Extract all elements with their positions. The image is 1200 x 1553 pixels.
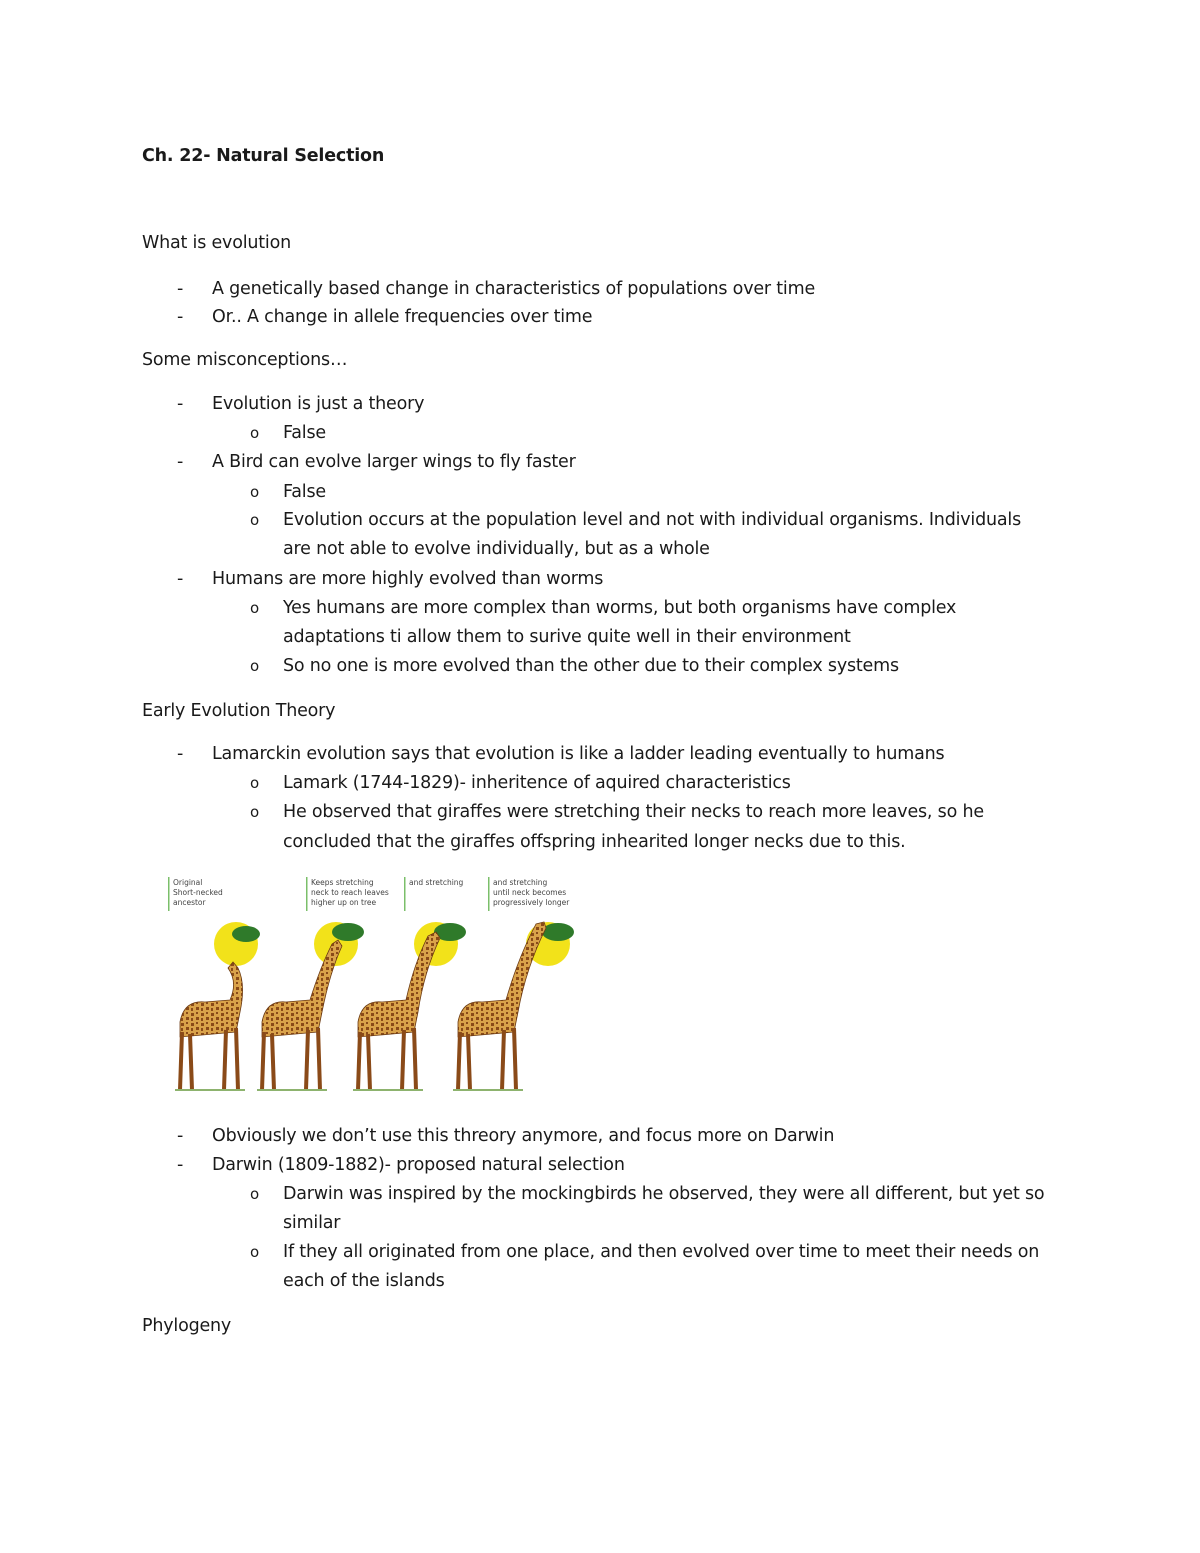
bullet-o: o: [250, 511, 260, 529]
list-item: Or.. A change in allele frequencies over time: [212, 307, 593, 327]
sub-list-item-continuation: each of the islands: [283, 1271, 445, 1291]
bullet-o: o: [250, 1185, 260, 1203]
sub-list-item-continuation: similar: [283, 1213, 341, 1233]
list-item: Evolution is just a theory: [212, 394, 425, 414]
svg-text:ancestor: ancestor: [173, 898, 206, 907]
sub-list-item-continuation: adaptations ti allow them to surive quite well in their environment: [283, 627, 851, 647]
giraffe-stretching-2: [353, 922, 466, 1090]
section-heading-misconceptions: Some misconceptions…: [142, 350, 348, 370]
bullet-dash: -: [177, 569, 184, 589]
svg-text:higher up on tree: higher up on tree: [311, 898, 377, 907]
sub-list-item: False: [283, 482, 326, 502]
list-item: Darwin (1809-1882)- proposed natural selection: [212, 1155, 625, 1175]
figure-caption-1: [168, 877, 223, 911]
svg-text:and stretching: and stretching: [409, 878, 464, 887]
svg-text:Keeps stretching: Keeps stretching: [311, 878, 374, 887]
bullet-o: o: [250, 803, 260, 821]
bullet-o: o: [250, 657, 260, 675]
svg-text:and stretching: and stretching: [493, 878, 548, 887]
bullet-o: o: [250, 774, 260, 792]
bullet-dash: -: [177, 279, 184, 299]
bullet-dash: -: [177, 1126, 184, 1146]
bullet-dash: -: [177, 452, 184, 472]
sub-list-item: Darwin was inspired by the mockingbirds he observed, they were all different, but yet so: [283, 1184, 1045, 1204]
figure-caption-3: [404, 877, 464, 911]
sub-list-item-continuation: concluded that the giraffes offspring inhearited longer necks due to this.: [283, 832, 906, 852]
bullet-dash: -: [177, 1155, 184, 1175]
bullet-o: o: [250, 424, 260, 442]
svg-text:until neck becomes: until neck becomes: [493, 888, 567, 897]
svg-text:Short-necked: Short-necked: [173, 888, 223, 897]
figure-caption-2: [306, 877, 389, 911]
bullet-dash: -: [177, 394, 184, 414]
bullet-dash: -: [177, 744, 184, 764]
list-item: A genetically based change in characteristics of populations over time: [212, 279, 816, 299]
sub-list-item: He observed that giraffes were stretching their necks to reach more leaves, so he: [283, 802, 984, 822]
bullet-dash: -: [177, 307, 184, 327]
section-heading-early-evolution: Early Evolution Theory: [142, 701, 336, 721]
lamarck-giraffe-figure: [160, 872, 580, 1097]
section-heading-phylogeny: Phylogeny: [142, 1316, 232, 1336]
svg-text:progressively longer: progressively longer: [493, 898, 570, 907]
sub-list-item: Evolution occurs at the population level and not with individual organisms. Individuals: [283, 510, 1021, 530]
sub-list-item-continuation: are not able to evolve individually, but as a whole: [283, 539, 710, 559]
list-item: Obviously we don’t use this threory anymore, and focus more on Darwin: [212, 1126, 835, 1146]
giraffe-stretching-1: [257, 922, 364, 1090]
svg-text:neck to reach leaves: neck to reach leaves: [311, 888, 389, 897]
giraffe-long-neck: [453, 922, 574, 1090]
bullet-o: o: [250, 1243, 260, 1261]
sub-list-item: So no one is more evolved than the other due to their complex systems: [283, 656, 899, 676]
sub-list-item: Lamark (1744-1829)- inheritence of aquired characteristics: [283, 773, 791, 793]
list-item: A Bird can evolve larger wings to fly faster: [212, 452, 576, 472]
list-item: Lamarckin evolution says that evolution is like a ladder leading eventually to humans: [212, 744, 945, 764]
document-title: Ch. 22- Natural Selection: [142, 146, 385, 166]
sub-list-item: Yes humans are more complex than worms, but both organisms have complex: [283, 598, 957, 618]
sub-list-item: If they all originated from one place, and then evolved over time to meet their needs on: [283, 1242, 1040, 1262]
bullet-o: o: [250, 483, 260, 501]
figure-caption-4: [488, 877, 570, 911]
bullet-o: o: [250, 599, 260, 617]
giraffe-short-neck: [175, 922, 260, 1090]
svg-text:Original: Original: [173, 878, 203, 887]
sub-list-item: False: [283, 423, 326, 443]
section-heading-what-is-evolution: What is evolution: [142, 233, 291, 253]
list-item: Humans are more highly evolved than worms: [212, 569, 604, 589]
